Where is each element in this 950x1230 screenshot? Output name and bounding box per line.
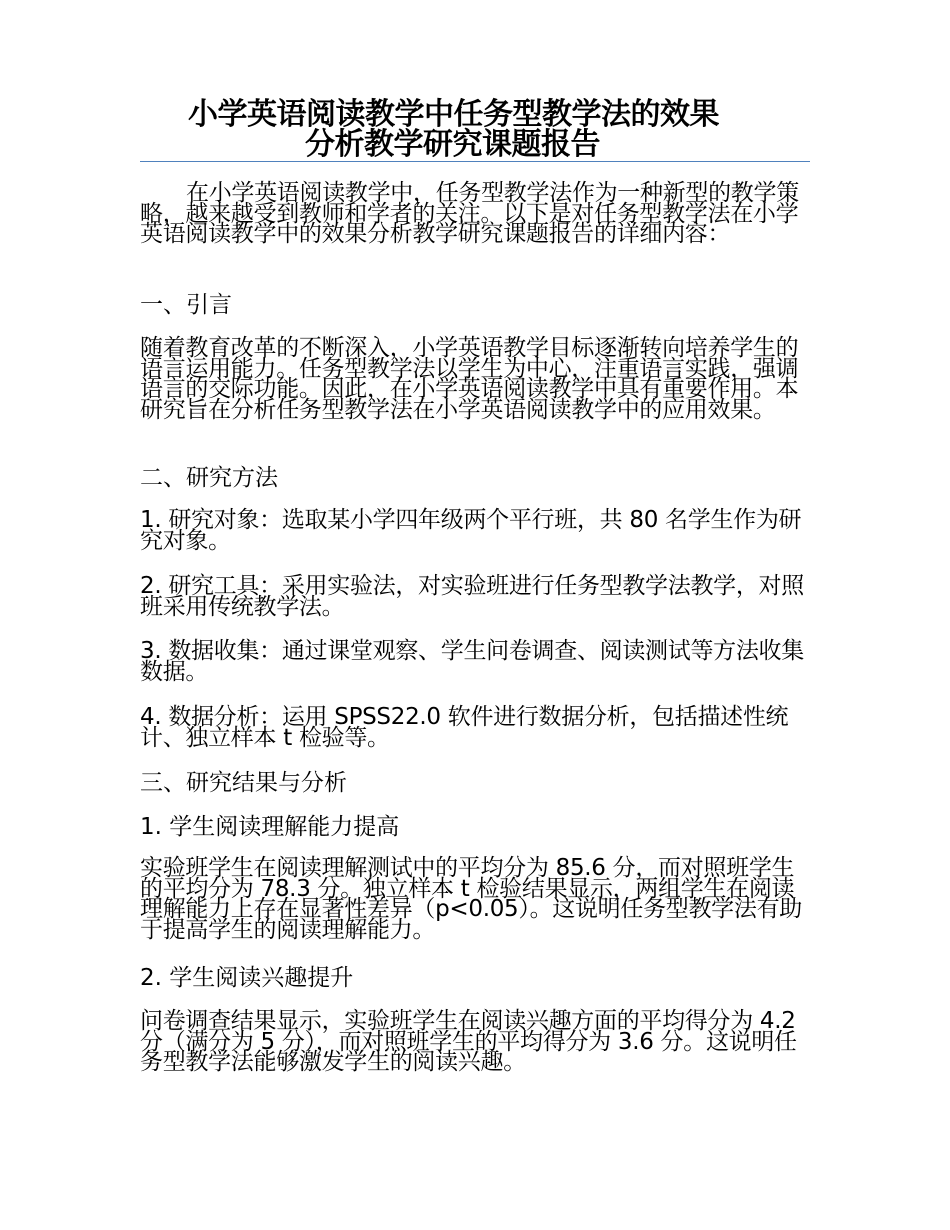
method-item-1: 1. 研究对象：选取某小学四年级两个平行班，共 80 名学生作为研究对象。 xyxy=(140,507,802,554)
result-paragraph-1: 实验班学生在阅读理解测试中的平均分为 85.6 分，而对照班学生的平均分为 78.3 分。独立样本 t 检验结果显示，两组学生在阅读理解能力上存在显著性差异（p<0.05）。这说明任务型教学法有助于提高学生的阅读理解能力。 xyxy=(140,855,802,943)
title-line-2: 分析教学研究课题报告 xyxy=(305,127,600,162)
method-item-3: 3. 数据收集：通过课堂观察、学生问卷调查、阅读测试等方法收集数据。 xyxy=(140,638,804,685)
introduction-paragraph: 随着教育改革的不断深入，小学英语教学目标逐渐转向培养学生的语言运用能力。任务型教学法以学生为中心，注重语言实践，强调语言的交际功能。因此，在小学英语阅读教学中具有重要作用。本研究旨在分析任务型教学法在小学英语阅读教学中的应用效果。 xyxy=(140,335,799,423)
result-subheading-2: 2. 学生阅读兴趣提升 xyxy=(140,965,354,991)
section-heading-methods: 二、研究方法 xyxy=(140,465,278,491)
document-title xyxy=(140,97,810,162)
section-heading-results: 三、研究结果与分析 xyxy=(140,770,347,796)
intro-paragraph: 在小学英语阅读教学中，任务型教学法作为一种新型的教学策略，越来越受到教师和学者的关注。以下是对任务型教学法在小学英语阅读教学中的效果分析教学研究课题报告的详细内容： xyxy=(140,180,799,247)
result-subheading-1: 1. 学生阅读理解能力提高 xyxy=(140,814,400,840)
title-line-1: 小学英语阅读教学中任务型教学法的效果 xyxy=(188,97,719,132)
section-heading-introduction: 一、引言 xyxy=(140,292,232,318)
method-item-2: 2. 研究工具：采用实验法，对实验班进行任务型教学法教学，对照班采用传统教学法。 xyxy=(140,573,804,620)
method-item-4: 4. 数据分析：运用 SPSS22.0 软件进行数据分析，包括描述性统计、独立样本 t 检验等。 xyxy=(140,704,789,751)
result-paragraph-2: 问卷调查结果显示，实验班学生在阅读兴趣方面的平均得分为 4.2 分（满分为 5 分），而对照班学生的平均得分为 3.6 分。这说明任务型教学法能够激发学生的阅读兴趣。 xyxy=(140,1008,797,1075)
